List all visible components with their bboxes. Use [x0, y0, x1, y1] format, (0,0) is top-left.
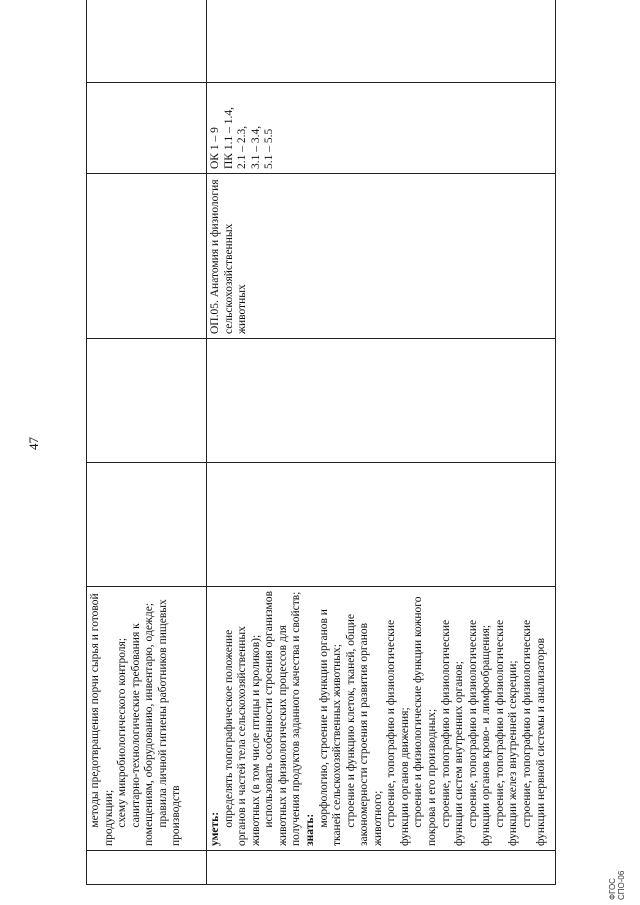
rotated-table-container — [86, 11, 556, 885]
table-row-discipline — [207, 0, 556, 885]
cell-empty — [87, 83, 207, 174]
cell-empty — [207, 463, 556, 587]
competency-line: 2.1 – 2.3, — [236, 125, 249, 169]
competency-line: 5.1 – 5.5 — [263, 128, 276, 169]
cell-empty — [87, 463, 207, 587]
curriculum-table — [86, 0, 556, 885]
umet-line: использовать особенности строения организмов животных и физиологических процессов для получения продуктов заданного качества и свойств; — [263, 591, 303, 846]
table-row-upper — [87, 0, 207, 885]
cell-competencies — [207, 83, 556, 174]
umet-label: уметь: — [209, 811, 221, 846]
znat-line: строение и функцию клеток, тканей, общие закономерности строения и развития органов животного; — [344, 614, 384, 846]
upper-line: правила личной гигиены работников пищевых производств — [156, 599, 183, 846]
znat-line: строение, топографию и физиологические функции желез внутренней секреции; — [493, 619, 520, 846]
cell-empty — [87, 174, 207, 339]
cell-upper-content — [87, 587, 207, 851]
cell-index — [207, 851, 556, 885]
cell-empty — [87, 339, 207, 463]
znat-line: морфологию, строение и функции органов и тканей сельскохозяйственных животных; — [317, 609, 344, 846]
upper-line: санитарно-технологические требования к помещениям, оборудованию, инвентарю, одежде; — [129, 602, 156, 846]
cell-discipline — [207, 174, 556, 339]
cell-empty — [207, 339, 556, 463]
znat-line: строение и физиологические функции кожного покрова и его производных; — [412, 596, 438, 846]
competency-line: ОК 1 – 9 — [209, 127, 221, 169]
znat-line: строение, топографию и физиологические функции органов движения; — [385, 619, 411, 846]
footer-label: ФГОС СПО-06 — [608, 870, 626, 900]
cell-index — [87, 851, 207, 885]
umet-line: определять топографическое положение органов и частей тела сельскохозяйственных животных (в том числе птицы и кроликов); — [222, 626, 262, 846]
znat-line: строение, топографию и физиологические функции органов крово- и лимфообращения; — [466, 619, 493, 846]
znat-line: строение, топографию и физиологические функции нервной системы и анализаторов — [520, 619, 547, 846]
competency-line: ПК 1.1 – 1.4, — [222, 107, 235, 169]
cell-skills-knowledge — [207, 587, 556, 851]
znat-label: знать: — [303, 813, 316, 846]
cell-empty — [207, 0, 556, 83]
cell-empty — [87, 0, 207, 83]
upper-line: методы предотвращения порчи сырья и готовой продукции; — [89, 593, 115, 846]
znat-line: строение, топографию и физиологические функции систем внутренних органов; — [439, 619, 466, 846]
page-number: 47 — [26, 437, 41, 450]
discipline-name: ОП.05. Анатомия и физиология сельскохозяйственных животных — [209, 179, 249, 334]
competency-line: 3.1 – 3.4, — [249, 125, 262, 169]
upper-line: схему микробиологического контроля; — [116, 637, 129, 828]
